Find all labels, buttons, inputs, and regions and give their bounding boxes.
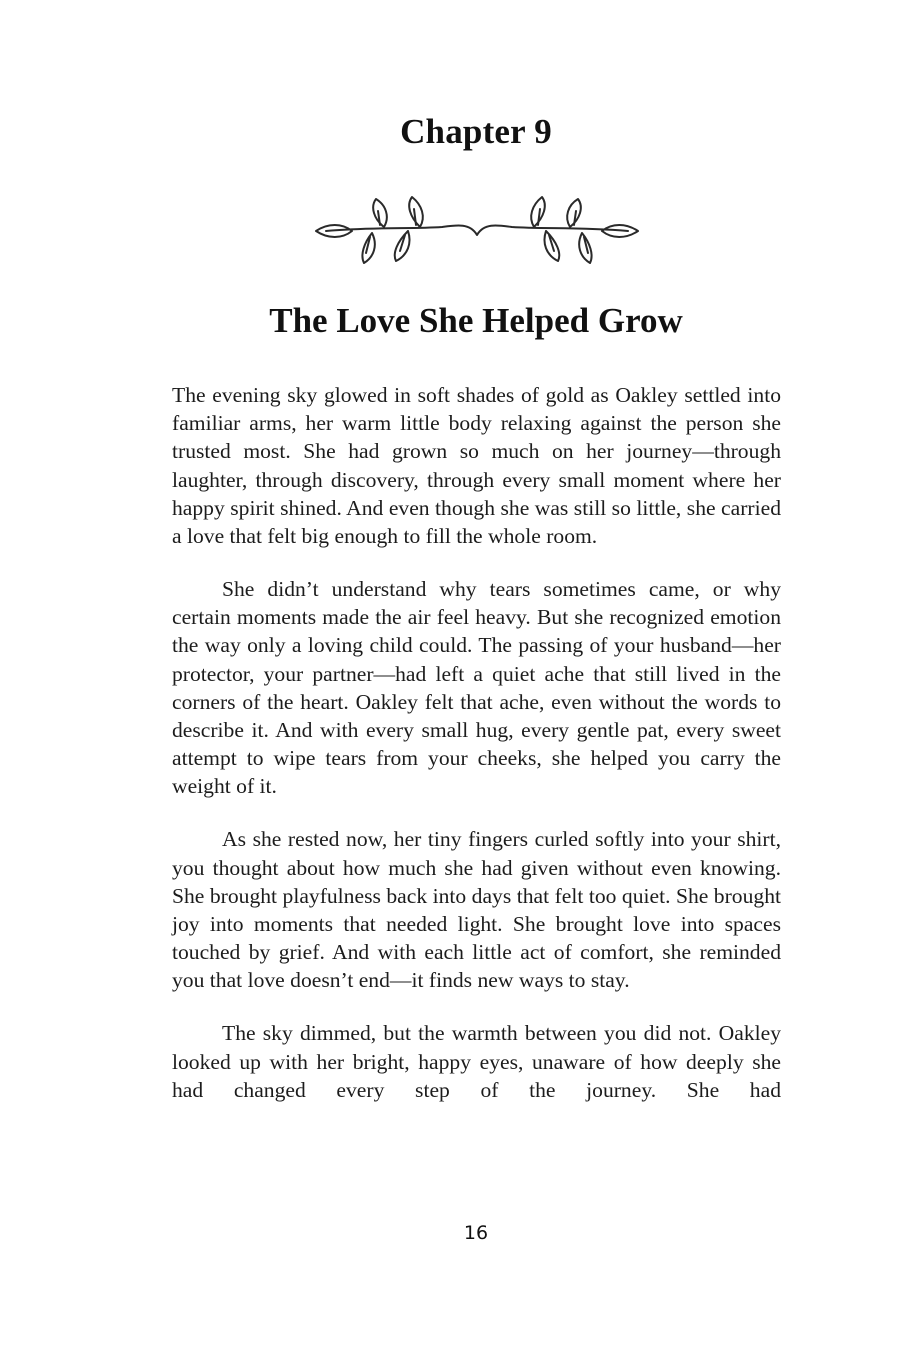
paragraph: The sky dimmed, but the warmth between you did not. Oakley looked up with her bright, happy eyes, unaware of how deeply she had changed every step of the journey. She had	[172, 1021, 781, 1102]
chapter-title: The Love She Helped Grow	[269, 301, 683, 340]
leaf-vine-divider-icon	[312, 193, 642, 269]
chapter-body	[172, 381, 781, 1129]
paragraph: The evening sky glowed in soft shades of gold as Oakley settled into familiar arms, her warm little body relaxing against the person she trusted most. She had grown so much on her journey—through laughter, through discovery, through every small moment where her happy spirit shined. And even though she was still so little, she carried a love that felt big enough to fill the whole room.	[172, 383, 781, 549]
chapter-label: Chapter 9	[400, 112, 552, 151]
paragraph: As she rested now, her tiny fingers curled softly into your shirt, you thought about how much she had given without even knowing. She brought playfulness back into days that felt too quiet. She brought joy into moments that needed light. She brought love into spaces touched by grief. And with each little act of comfort, she reminded you that love doesn’t end—it finds new ways to stay.	[172, 827, 781, 993]
page-number: 16	[463, 1222, 489, 1244]
paragraph: She didn’t understand why tears sometimes came, or why certain moments made the air feel heavy. But she recognized emotion the way only a loving child could. The passing of your husband—her protector, your partner—had left a quiet ache that still lived in the corners of the heart. Oakley felt that ache, even without the words to describe it. And with every small hug, every gentle pat, every sweet attempt to wipe tears from your cheeks, she helped you carry the weight of it.	[172, 577, 781, 799]
